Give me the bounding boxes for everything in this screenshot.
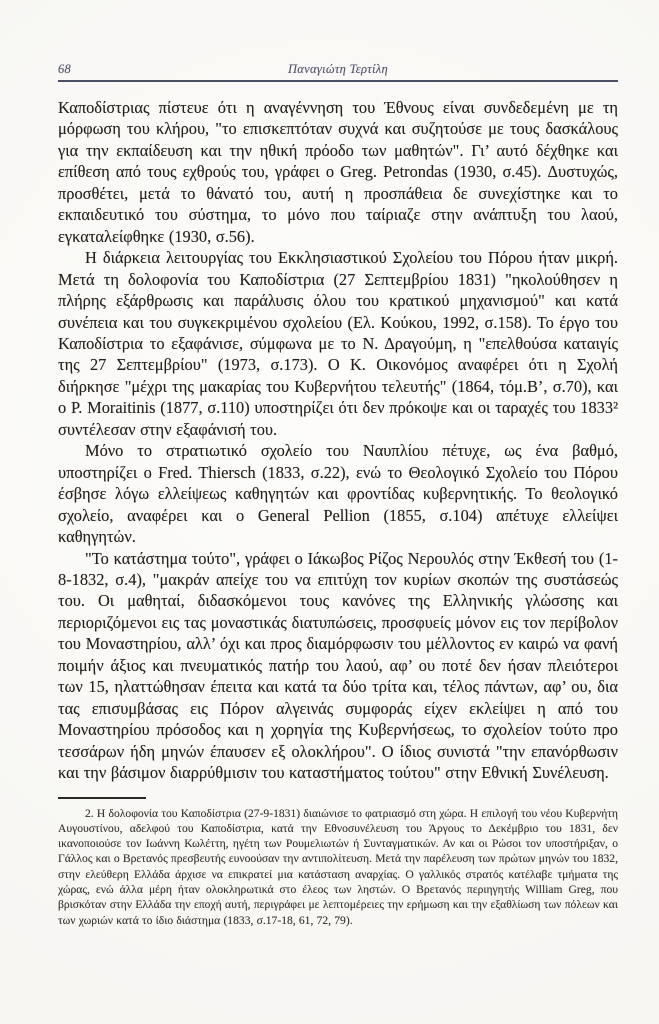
paragraph-kapodistrias-clergy: Καποδίστριας πίστευε ότι η αναγέννηση του Έθνους είναι συνδεδεμένη με τη μόρφωση του κλήρου, "το επισκεπτόταν συχνά και συζητούσε με τους δασκάλους για την εκπαίδευση και την ηθική πρόοδο των μαθητών". Γι’ αυτό δέχθηκε και επίθεση από τους εχθρούς του, γράφει ο Greg. Petrondas (1930, σ.45). Δυστυχώς, προσθέτει, μετά το θάνατό του, αυτή η προσπάθεια δε συνεχίστηκε και το εκπαιδευτικό του σύστημα, το μόνο που ταίριαζε στην ανάπτυξη του λαού, εγκαταλείφθηκε (1930, σ.56). [58,98,618,246]
footnote-separator [58,797,146,799]
paragraph-school-duration: Η διάρκεια λειτουργίας του Εκκλησιαστικού Σχολείου του Πόρου ήταν μικρή. Μετά τη δολοφονία του Καποδίστρια (27 Σεπτεμβρίου 1831) "ηκολούθησεν η πλήρης εξάρθρωσις και παράλυσις όλου του κρατικού μηχανισμού" και κατά συνέπεια και του συγκεκριμένου σχολείου (Ελ. Κούκου, 1992, σ.158). Το έργο του Καποδίστρια το εξαφάνισε, σύμφωνα με το Ν. Δραγούμη, η "επελθούσα καταιγίς της 27 Σεπτεμβρίου" (1973, σ.173). Ο Κ. Οικονόμος αναφέρει ότι η Σχολή διήρκησε "μέχρι της μακαρίας του Κυβερνήτου τελευτής" (1864, τόμ.Β’, σ.70), και ο P. Moraitinis (1877, σ.110) υποστηρίζει ότι δεν πρόκοψε και οι ταραχές του 1833² συντέλεσαν στην εξαφάνισή του. [58,248,618,439]
footnote-2: 2. Η δολοφονία του Καποδίστρια (27-9-1831) διαιώνισε το φατριασμό στη χώρα. Η επιλογή του νέου Κυβερνήτη Αυγουστίνου, αδελφού του Καποδίστρια, κατά την Εθνοσυνέλευση του Άργους το Δεκέμβριο του 1831, δεν ικανοποιούσε τον Ιωάννη Κωλέττη, ηγέτη των Ρουμελιωτών ή Συνταγματικών. Αν και οι Ρώσοι τον υποστήριξαν, ο Γάλλος και ο Βρετανός πρεσβευτής ευνοούσαν την αντιπολίτευση. Μετά την παρέλευση των πρώτων μηνών του 1832, στην ελεύθερη Ελλάδα άρχισε να επικρατεί μια κατάσταση αναρχίας. Ο γαλλικός στρατός κατέλαβε τμήματα της χώρας, ενώ άλλα μέρη ήταν ολοκληρωτικά στο έλεος των ληστών. Ο Βρετανός περιηγητής William Greg, που βρισκόταν στην Ελλάδα την εποχή αυτή, περιγράφει με λεπτομέρειες την ερήμωση και την εξαθλίωση των πόλεων και των χωριών κατά το ίδιο διάστημα (1833, σ.17-18, 61, 72, 79). [58,806,618,927]
paragraph-neroulos-report: "Το κατάστημα τούτο", γράφει ο Ιάκωβος Ρίζος Νερουλός στην Έκθεσή του (1-8-1832, σ.4), "μακράν απείχε του να επιτύχη τον κυρίων σκοπών της συστάσεώς του. Οι μαθηταί, διδασκόμενοι τους κανόνες της Ελληνικής γλώσσης και περιοριζόμενοι εις τας μοναστικάς διατυπώσεις, προσφυείς μόνον εις τον περίβολον του Μοναστηρίου, αλλ’ όχι και προς διαμόρφωσιν του μέλλοντος εν καιρώ να φανή ποιμήν άξιος και πνευματικός πατήρ του λαού, αφ’ ου ποτέ δεν ήσαν πλειότεροι των 15, ηλαττώθησαν έπειτα και κατά τα δύο τρίτα και, τέλος πάντων, αφ’ ου, δια τας επισυμβάσας εις Πόρον αλγεινάς συμφοράς είχεν εκλείψει η από του Μοναστηρίου πρόσοδος και η χορηγία της Κυβερνήσεως, το σχολείον τούτο προ τεσσάρων ήδη μηνών έπαυσεν εξ ολοκλήρου". Ο ίδιος συνιστά "την επανόρθωσιν και την βάσιμον διαρρύθμισιν του καταστήματος τούτου" στην Εθνική Συνέλευση. [58,548,618,783]
paragraph-nafplio-military-school: Μόνο το στρατιωτικό σχολείο του Ναυπλίου πέτυχε, ως ένα βαθμό, υποστηρίζει ο Fred. Thiersch (1833, σ.22), ενώ το Θεολογικό Σχολείο του Πόρου έσβησε λόγω ελλείψεως καθηγητών και φροντίδας κυβερνητικής. Το θεολογικό σχολείο, αναφέρει και ο General Pellion (1855, σ.104) απέτυχε ελλείψει καθηγητών. [58,441,618,547]
running-title: Παναγιώτη Τερτίλη [287,62,389,76]
page-number: 68 [58,62,72,76]
main-text [58,97,618,784]
running-header [58,64,618,82]
